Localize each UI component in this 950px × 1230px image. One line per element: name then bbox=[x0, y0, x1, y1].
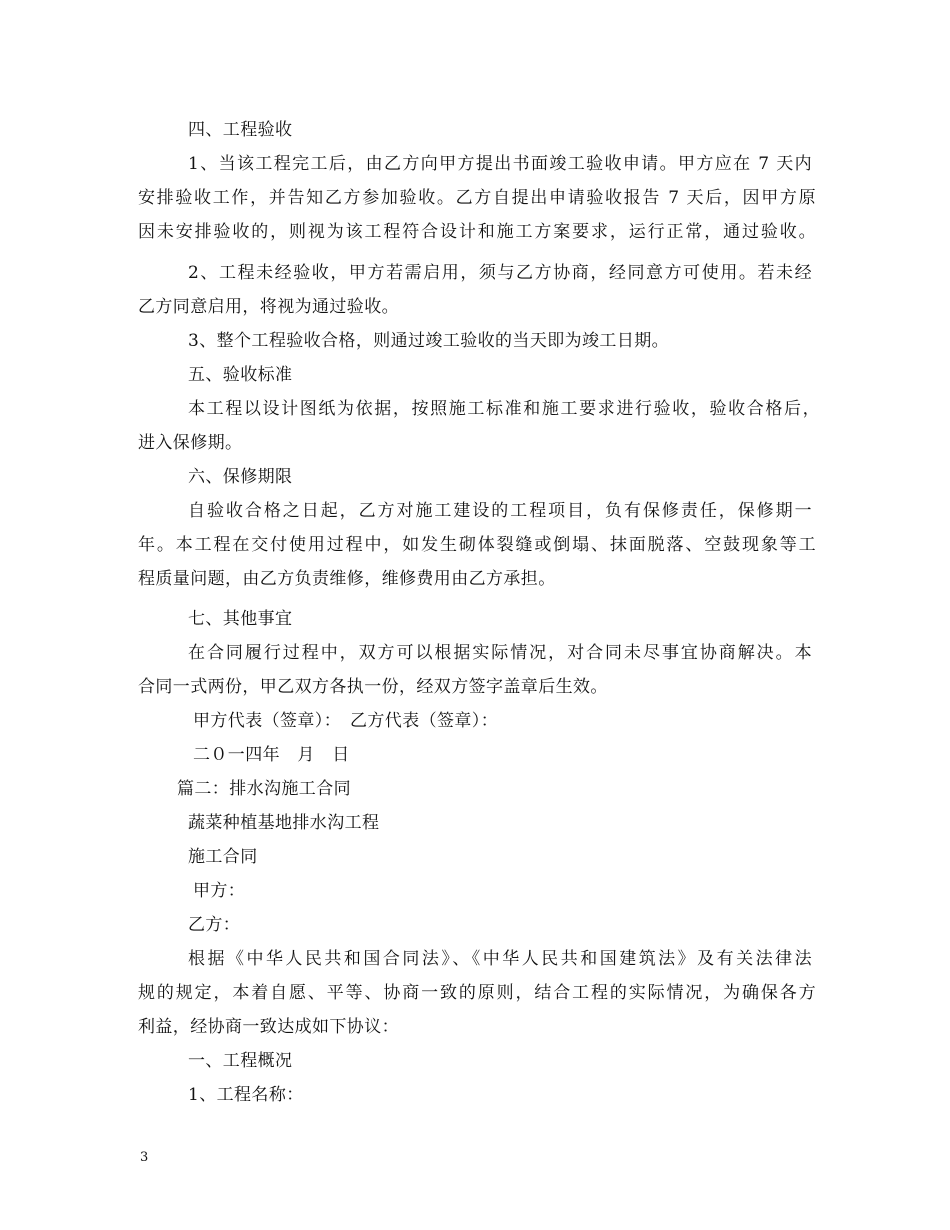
paragraph-line: 利益，经协商一致达成如下协议： bbox=[138, 1017, 399, 1037]
paragraph-line: 1、当该工程完工后，由乙方向甲方提出书面竣工验收申请。甲方应在 7 天内 bbox=[188, 154, 812, 174]
section-heading-other: 七、其他事宜 bbox=[188, 609, 293, 629]
paragraph-line: 2、工程未经验收，甲方若需启用，须与乙方协商，经同意方可使用。若未经 bbox=[188, 263, 812, 283]
paragraph-line: 合同一式两份，甲乙双方各执一份，经双方签字盖章后生效。 bbox=[138, 677, 608, 697]
part-two-title: 篇二：排水沟施工合同 bbox=[177, 779, 351, 799]
paragraph-line: 3、整个工程验收合格，则通过竣工验收的当天即为竣工日期。 bbox=[188, 331, 670, 351]
contract-title: 施工合同 bbox=[188, 847, 258, 867]
paragraph-line: 根据《中华人民共和国合同法》、《中华人民共和国建筑法》及有关法律法 bbox=[188, 949, 812, 969]
date-line: 二０一四年 月 日 bbox=[193, 745, 350, 765]
paragraph-line: 进入保修期。 bbox=[138, 433, 243, 453]
page-number: 3 bbox=[140, 1150, 149, 1165]
signature-line: 甲方代表（签章）： 乙方代表（签章）： bbox=[193, 711, 499, 731]
party-b-line: 乙方： bbox=[188, 915, 241, 935]
section-heading-warranty: 六、保修期限 bbox=[188, 467, 293, 487]
section-heading-acceptance: 四、工程验收 bbox=[188, 120, 293, 140]
paragraph-line: 乙方同意启用，将视为通过验收。 bbox=[138, 297, 399, 317]
paragraph-line: 规的规定，本着自愿、平等、协商一致的原则，结合工程的实际情况，为确保各方 bbox=[138, 983, 816, 1003]
party-a-line: 甲方： bbox=[193, 881, 246, 901]
paragraph-line: 本工程以设计图纸为依据，按照施工标准和施工要求进行验收，验收合格后， bbox=[188, 399, 820, 419]
paragraph-line: 1、工程名称： bbox=[188, 1085, 304, 1105]
paragraph-line: 程质量问题，由乙方负责维修，维修费用由乙方承担。 bbox=[138, 569, 556, 589]
paragraph-line: 年。本工程在交付使用过程中，如发生砌体裂缝或倒塌、抹面脱落、空鼓现象等工 bbox=[138, 535, 816, 555]
paragraph-line: 安排验收工作，并告知乙方参加验收。乙方自提出申请验收报告 7 天后，因甲方原 bbox=[138, 188, 816, 208]
paragraph-line: 自验收合格之日起，乙方对施工建设的工程项目，负有保修责任，保修期一 bbox=[188, 501, 812, 521]
section-heading-overview: 一、工程概况 bbox=[188, 1051, 293, 1071]
section-heading-standards: 五、验收标准 bbox=[188, 365, 293, 385]
contract-project-name: 蔬菜种植基地排水沟工程 bbox=[188, 813, 380, 833]
paragraph-line: 因未安排验收的，则视为该工程符合设计和施工方案要求，运行正常，通过验收。 bbox=[138, 222, 816, 242]
paragraph-line: 在合同履行过程中，双方可以根据实际情况，对合同未尽事宜协商解决。本 bbox=[188, 643, 812, 663]
